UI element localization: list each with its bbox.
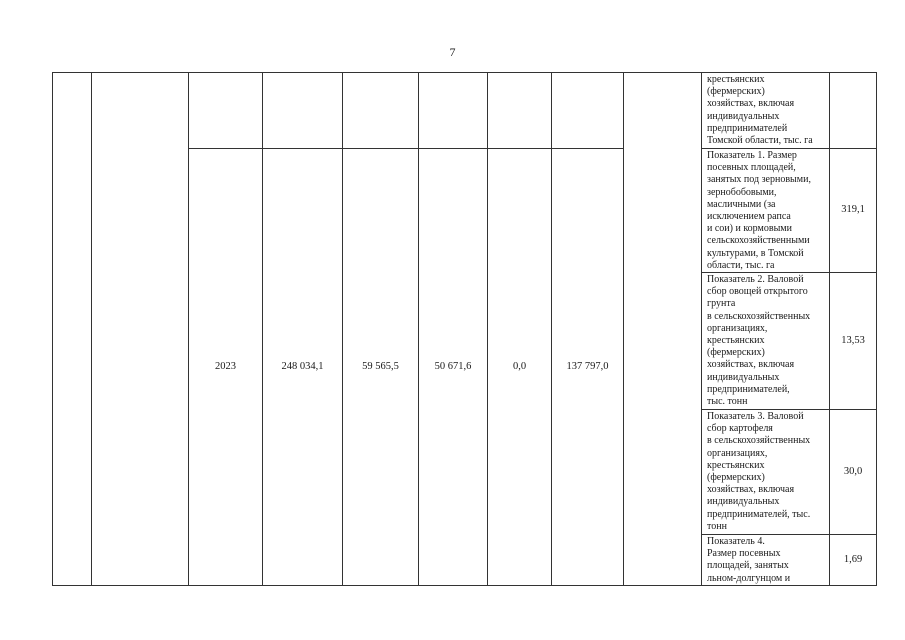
empty-cell	[189, 73, 263, 149]
value-cell: 0,0	[488, 149, 552, 586]
empty-cell	[624, 73, 702, 586]
value-cell: 59 565,5	[343, 149, 419, 586]
empty-cell	[419, 73, 488, 149]
empty-cell	[552, 73, 624, 149]
indicator-value: 30,0	[830, 410, 877, 535]
value-cell: 137 797,0	[552, 149, 624, 586]
page-number: 7	[449, 45, 456, 59]
indicator-text: крестьянских (фермерских) хозяйствах, включая индивидуальных предпринимателей Томской области, тыс. га	[702, 73, 830, 149]
value-cell: 50 671,6	[419, 149, 488, 586]
indicator-value: 13,53	[830, 273, 877, 410]
indicator-text: Показатель 1. Размер посевных площадей, занятых под зерновыми, зернобобовыми, масличными (за исключением рапса и сои) и кормовыми сельскохозяйственными культурами, в Томской области, тыс. га	[702, 149, 830, 273]
indicator-text: Показатель 2. Валовой сбор овощей открытого грунта в сельскохозяйственных организациях, крестьянских (фермерских) хозяйствах, включая индивидуальных предпринимателей, тыс. тонн	[702, 273, 830, 410]
indicator-value	[830, 73, 877, 149]
indicator-text: Показатель 3. Валовой сбор картофеля в сельскохозяйственных организациях, крестьянских (фермерских) хозяйствах, включая индивидуальных предпринимателей, тыс. тонн	[702, 410, 830, 535]
table-row	[53, 73, 877, 149]
empty-cell	[343, 73, 419, 149]
empty-cell	[53, 73, 92, 586]
empty-cell	[92, 73, 189, 586]
program-indicators-table	[52, 72, 877, 586]
empty-cell	[263, 73, 343, 149]
indicator-text: Показатель 4. Размер посевных площадей, занятых льном-долгунцом и	[702, 535, 830, 586]
total-value-cell: 248 034,1	[263, 149, 343, 586]
year-cell: 2023	[189, 149, 263, 586]
indicator-value: 319,1	[830, 149, 877, 273]
indicator-value: 1,69	[830, 535, 877, 586]
empty-cell	[488, 73, 552, 149]
